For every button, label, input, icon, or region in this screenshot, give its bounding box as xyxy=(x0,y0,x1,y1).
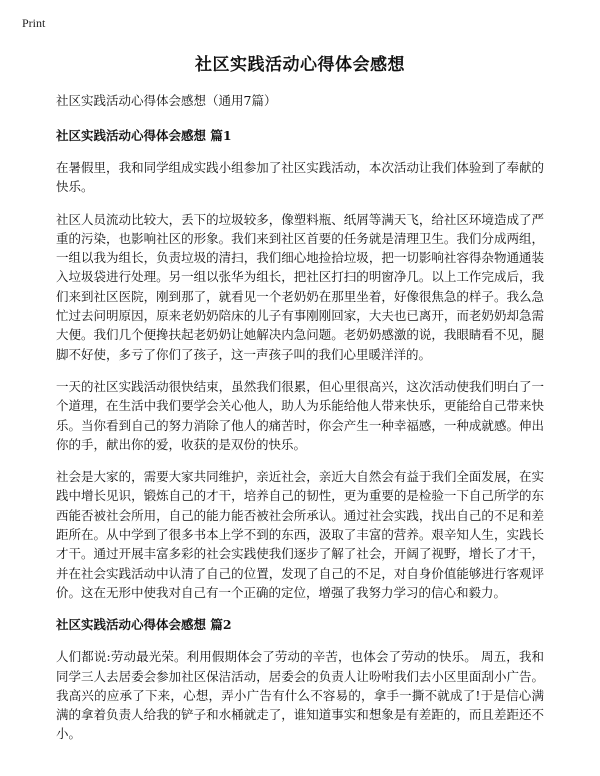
print-label[interactable]: Print xyxy=(22,16,46,30)
section-2 xyxy=(56,615,544,743)
section-heading: 社区实践活动心得体会感想 篇1 xyxy=(56,128,232,143)
document-body xyxy=(56,50,544,757)
paragraph: 在暑假里，我和同学组成实践小组参加了社区实践活动，本次活动让我们体验到了奉献的快乐。 xyxy=(56,160,544,195)
paragraph: 一天的社区实践活动很快结束，虽然我们很累，但心里很高兴，这次活动使我们明白了一个道理，在生活中我们要学会关心他人，助人为乐能给他人带来快乐，更能给自己带来快乐。当你看到自己的努力消除了他人的痛苦时，你会产生一种幸福感，一种成就感。伸出你的手，献出你的爱，收获的是双份的快乐。 xyxy=(56,378,544,452)
paragraph: 社区人员流动比较大，丢下的垃圾较多，像塑料瓶、纸屑等满天飞，给社区环境造成了严重的污染，也影响社区的形象。我们来到社区首要的任务就是清理卫生。我们分成两组，一组以我为组长，负责垃圾的清扫，我们细心地捡拾垃圾，把一切影响社容得杂物通通装入垃圾袋进行处理。另一组以张华为组长，把社区打扫的明窗净几。以上工作完成后，我们来到社区医院，刚到那了，就看见一个老奶奶在那里坐着，好像很焦急的样子。我么急忙过去问明原因，原来老奶奶陪床的儿子有事刚刚回家，大夫也已离开，而老奶奶却急需大便。我们几个便搀扶起老奶奶让她解决内急问题。老奶奶感激的说，我眼睛看不见，腿脚不好使，多亏了你们了孩子，这一声孩子叫的我们心里暖洋洋的。 xyxy=(56,211,544,362)
section-1 xyxy=(56,126,544,602)
paragraph: 人们都说:劳动最光荣。利用假期体会了劳动的辛苦，也体会了劳动的快乐。 周五，我和同学三人去居委会参加社区保洁活动，居委会的负责人让吩咐我们去小区里面刮小广告。我高兴的应承了下来，心想，弄小广告有什么不容易的，拿手一撕不就成了!于是信心满满的拿着负责人给我的铲子和水桶就走了，谁知道事实和想象是有差距的，而且差距还不小。 xyxy=(56,649,544,742)
section-heading: 社区实践活动心得体会感想 篇2 xyxy=(56,617,232,633)
paragraph: 社会是大家的，需要大家共同维护，亲近社会，亲近大自然会有益于我们全面发展，在实践中增长见识，锻炼自己的才干，培养自己的韧性，更为重要的是检验一下自己所学的东西能否被社会所用，自己的能力能否被社会所承认。通过社会实践，找出自己的不足和差距所在。从中学到了很多书本上学不到的东西，汲取了丰富的营养。艰辛知人生，实践长才干。通过开展丰富多彩的社会实践使我们逐步了解了社会，开阔了视野，增长了才干，并在社会实践活动中认清了自己的位置，发现了自己的不足，对自身价值能够进行客观评价。这在无形中使我对自己有一个正确的定位，增强了我努力学习的信心和毅力。 xyxy=(56,469,544,600)
document-subtitle: 社区实践活动心得体会感想（通用7篇） xyxy=(56,93,277,108)
document-title: 社区实践活动心得体会感想 xyxy=(195,55,405,75)
